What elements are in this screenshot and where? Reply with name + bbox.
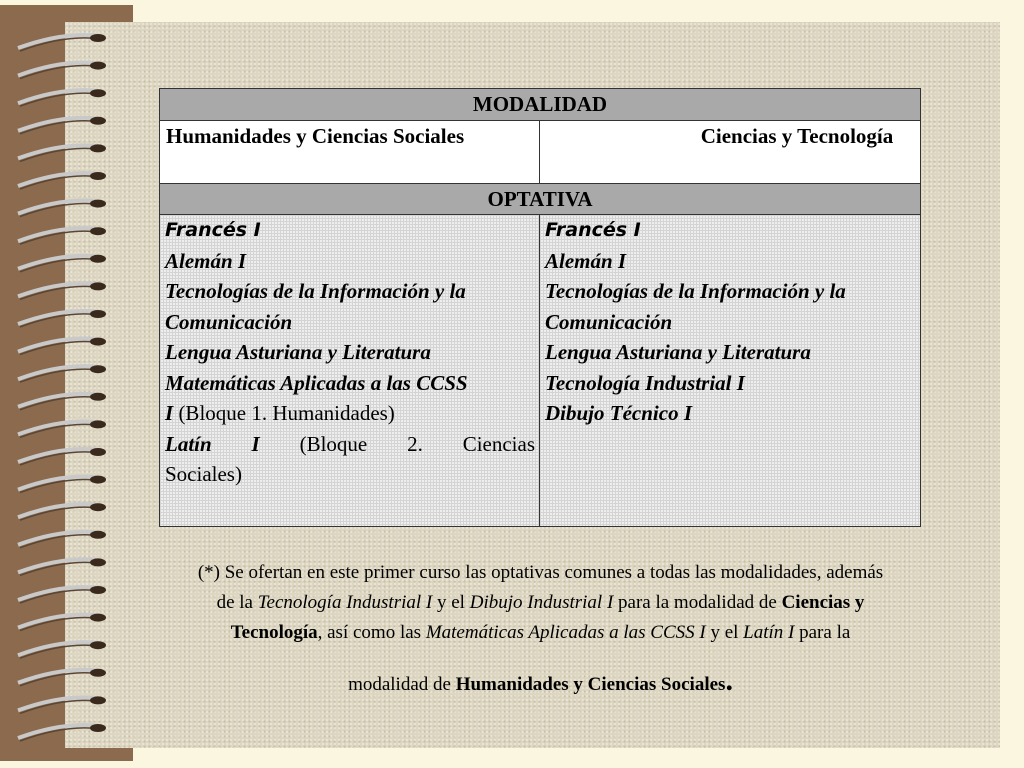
spiral-ring [18,366,100,379]
spiral-ring [18,697,100,710]
binding-hole [90,282,106,290]
spiral-ring [18,201,100,214]
modalidad-left-cell: Humanidades y Ciencias Sociales [160,120,540,183]
spiral-ring [18,35,100,48]
spiral-ring [18,725,100,738]
optativa-left-column [160,215,540,527]
binding-hole [90,62,106,70]
spiral-ring [18,145,100,158]
binding-hole [90,89,106,97]
spiral-ring [18,504,100,517]
optativa-header: OPTATIVA [160,183,921,215]
footnote-line3: Tecnología, así como las Matemáticas Aplicadas a las CCSS I y el Latín I para la [230,622,851,643]
left-item-matematicas-line2: I (Bloque 1. Humanidades) [165,401,395,425]
right-item-tecnologia-industrial: Tecnología Industrial I [545,370,745,395]
right-item-tic-line2: Comunicación [545,309,673,334]
binding-hole [90,227,106,235]
left-item-latin-line2: Sociales) [165,462,242,486]
binding-hole [90,117,106,125]
spiral-rings [0,0,120,768]
right-item-tic-line1: Tecnologías de la Información y la [545,279,846,303]
modalidad-right-cell: Ciencias y Tecnología [540,120,921,183]
spiral-ring [18,449,100,462]
binding-hole [90,448,106,456]
footnote-line1: (*) Se ofertan en este primer curso las optativas comunes a todas las modalidades, además [197,562,884,583]
right-item-dibujo-tecnico: Dibujo Técnico I [545,401,692,425]
right-item-frances: Francés I [545,219,641,241]
right-item-aleman: Alemán I [545,248,627,273]
footnote [113,558,968,700]
spiral-ring [18,587,100,600]
left-item-latin-line1: Latín I (Bloque 2. Ciencias [165,431,536,456]
binding-hole [90,669,106,677]
spiral-ring [18,642,100,655]
spiral-ring [18,173,100,186]
binding-hole [90,503,106,511]
spiral-ring [18,228,100,241]
spiral-ring [18,256,100,269]
spiral-ring [18,394,100,407]
binding-hole [90,476,106,484]
binding-hole [90,310,106,318]
binding-hole [90,365,106,373]
right-item-asturiana: Lengua Asturiana y Literatura [545,340,811,364]
binding-hole [90,172,106,180]
spiral-ring [18,421,100,434]
spiral-ring [18,477,100,490]
binding-hole [90,558,106,566]
spiral-ring [18,63,100,76]
left-item-tic-line2: Comunicación [165,309,293,334]
spiral-ring [18,311,100,324]
spiral-ring [18,118,100,131]
left-item-asturiana: Lengua Asturiana y Literatura [165,340,431,364]
binding-hole [90,255,106,263]
binding-hole [90,696,106,704]
left-item-aleman: Alemán I [165,248,247,273]
footnote-line2: de la Tecnología Industrial I y el Dibujo Industrial I para la modalidad de Ciencias y [216,592,865,613]
binding-hole [90,641,106,649]
binding-hole [90,586,106,594]
spiral-ring [18,670,100,683]
spiral-ring [18,559,100,572]
binding-hole [90,724,106,732]
binding-hole [90,420,106,428]
spiral-ring [18,339,100,352]
spiral-ring [18,532,100,545]
binding-hole [90,200,106,208]
left-item-tic-line1: Tecnologías de la Información y la [165,279,466,303]
left-item-frances: Francés I [165,219,261,241]
spiral-ring [18,283,100,296]
left-item-matematicas-line1: Matemáticas Aplicadas a las CCSS [165,370,468,395]
binding-hole [90,531,106,539]
binding-hole [90,34,106,42]
binding-hole [90,614,106,622]
spiral-ring [18,90,100,103]
footnote-line4: modalidad de Humanidades y Ciencias Sociales. [348,664,733,697]
binding-hole [90,393,106,401]
modalidad-header: MODALIDAD [160,89,921,121]
binding-hole [90,338,106,346]
optativa-right-column [540,215,921,527]
binding-hole [90,144,106,152]
modalidad-table [159,88,921,527]
spiral-ring [18,615,100,628]
